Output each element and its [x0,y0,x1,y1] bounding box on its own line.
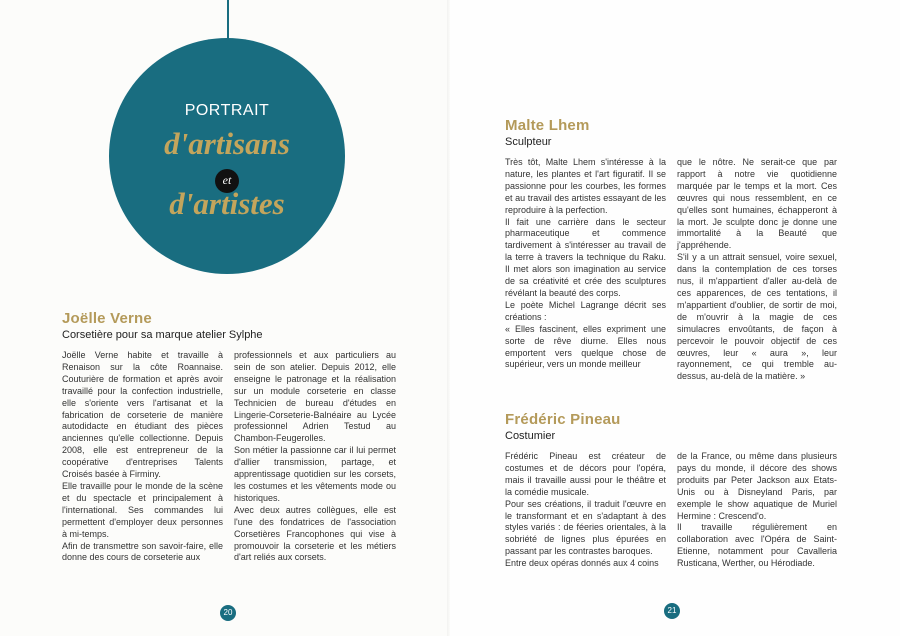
profile-name-joelle: Joëlle Verne [62,310,152,327]
frederic-text-col1 [505,451,666,570]
title-circle [109,38,345,274]
paragraph: S'il y a un attrait sensuel, voire sexuel, dans la contemplation de ces torses nus, il m'appartient d'aller au-delà de ces apparences, de ces tentations, il m'appartient d'oublier, de sortir de moi, de m'ouvrir à la magie de ces simulacres envoûtants, de façon à percevoir le pouvoir objectif de ces œuvres, leur « aura », leur rayonnement, ce qui tremble au-dessus, au-delà de la matière. » [677,252,837,382]
paragraph: « Elles fascinent, elles expriment une sorte de rêve diurne. Elles nous emportent vers quelque chose de supérieur, vers un monde meilleur [505,323,666,370]
profile-name-malte: Malte Lhem [505,117,590,134]
joelle-text-col1 [62,350,223,564]
paragraph: Son métier la passionne car il lui permet d'allier transmission, partage, et apprentissage quotidien sur les corsets, les costumes et les vêtements mode ou historiques. [234,445,396,503]
right-page [450,0,900,636]
paragraph: Il fait une carrière dans le secteur pharmaceutique et commence tardivement à s'intéresser au travail de la terre à travers la technique du Raku. Il met alors son imagination au service de sa créativité et crée des sculptures révélant la beauté des corps. [505,216,666,298]
profile-role-frederic: Costumier [505,430,556,442]
paragraph: de la France, ou même dans plusieurs pays du monde, il décore des shows produits par Peter Jackson aux Etats-Unis ou à Disneyland Paris, par exemple le show aquatique de Muriel Hermine : Crescend'o. [677,451,837,521]
page-number-left: 20 [220,605,236,621]
paragraph: Frédéric Pineau est créateur de costumes et de décors pour l'opéra, mais il travaille aussi pour le théâtre et la comédie musicale. [505,451,666,497]
paragraph: Le poète Michel Lagrange décrit ses créations : [505,299,666,322]
paragraph: que le nôtre. Ne serait-ce que par rapport à notre vie quotidienne marquée par le temps et la mort. Ces œuvres qui nous ressemblent, en ce qu'elles sont humaines, échapperont à la mort. Je sculpte donc je donne une immortalité à la Beauté que j'appréhende. [677,157,837,251]
joelle-text-col2 [234,350,396,564]
profile-name-frederic: Frédéric Pineau [505,411,621,428]
profile-role-joelle: Corsetière pour sa marque atelier Sylphe [62,329,263,341]
paragraph: Elle travaille pour le monde de la scène et du spectacle et principalement à l'international. Ses commandes lui permettent d'employer deux personnes à mi-temps. [62,480,223,539]
paragraph: Avec deux autres collègues, elle est l'une des fondatrices de l'association Corsetières Francophones qui vise à promouvoir la corseterie et les métiers d'art reliés aux corsets. [234,504,396,563]
malte-text-col1 [505,157,666,371]
hanging-thread [227,0,229,40]
paragraph: Très tôt, Malte Lhem s'intéresse à la nature, les plantes et l'art figuratif. Il se passionne pour les courbes, les formes et au travail des artistes essayant de les reproduire à la perfection. [505,157,666,215]
title-line-artistes: d'artistes [169,186,285,221]
malte-text-col2 [677,157,837,383]
paragraph: Pour ses créations, il traduit l'œuvre en le transformant et en s'adaptant à des styles variés : de féeries orientales, à la sobriété de lignes plus épurées en passant par les contrastes baroques. [505,498,666,557]
page-number-right: 21 [664,603,680,619]
title-conjunction-badge: et [215,169,239,193]
paragraph: Afin de transmettre son savoir-faire, elle donne des cours de corseterie aux [62,540,223,563]
paragraph: Joëlle Verne habite et travaille à Renaison sur la côte Roannaise. Couturière de formation et après avoir travaillé pour la confection industrielle, elle s'oriente vers l'artisanat et la fabrication de corseterie de manière autodidacte en étudiant des pièces anciennes qu'elle collectionne. Depuis 2008, elle est entrepreneur de la coopérative d'entreprises Talents Croisés basée à Firminy. [62,350,223,480]
profile-role-malte: Sculpteur [505,136,552,148]
paragraph: professionnels et aux particuliers au sein de son atelier. Depuis 2012, elle enseigne le patronage et la réalisation sur un module corseterie en classe Technicien de bureau d'études en Lingerie-Corseterie-Balnéaire au Lycée professionnel Adrien Testud au Chambon-Feugerolles. [234,350,396,444]
frederic-text-col2 [677,451,837,570]
paragraph: Entre deux opéras donnés aux 4 coins [505,558,659,569]
paragraph: Il travaille régulièrement en collaboration avec l'Opéra de Saint-Etienne, notamment pour Cavalleria Rusticana, Werther, ou Hérodiade. [677,522,837,569]
portrait-label: PORTRAIT [184,102,270,119]
title-line-artisans: d'artisans [164,126,290,161]
